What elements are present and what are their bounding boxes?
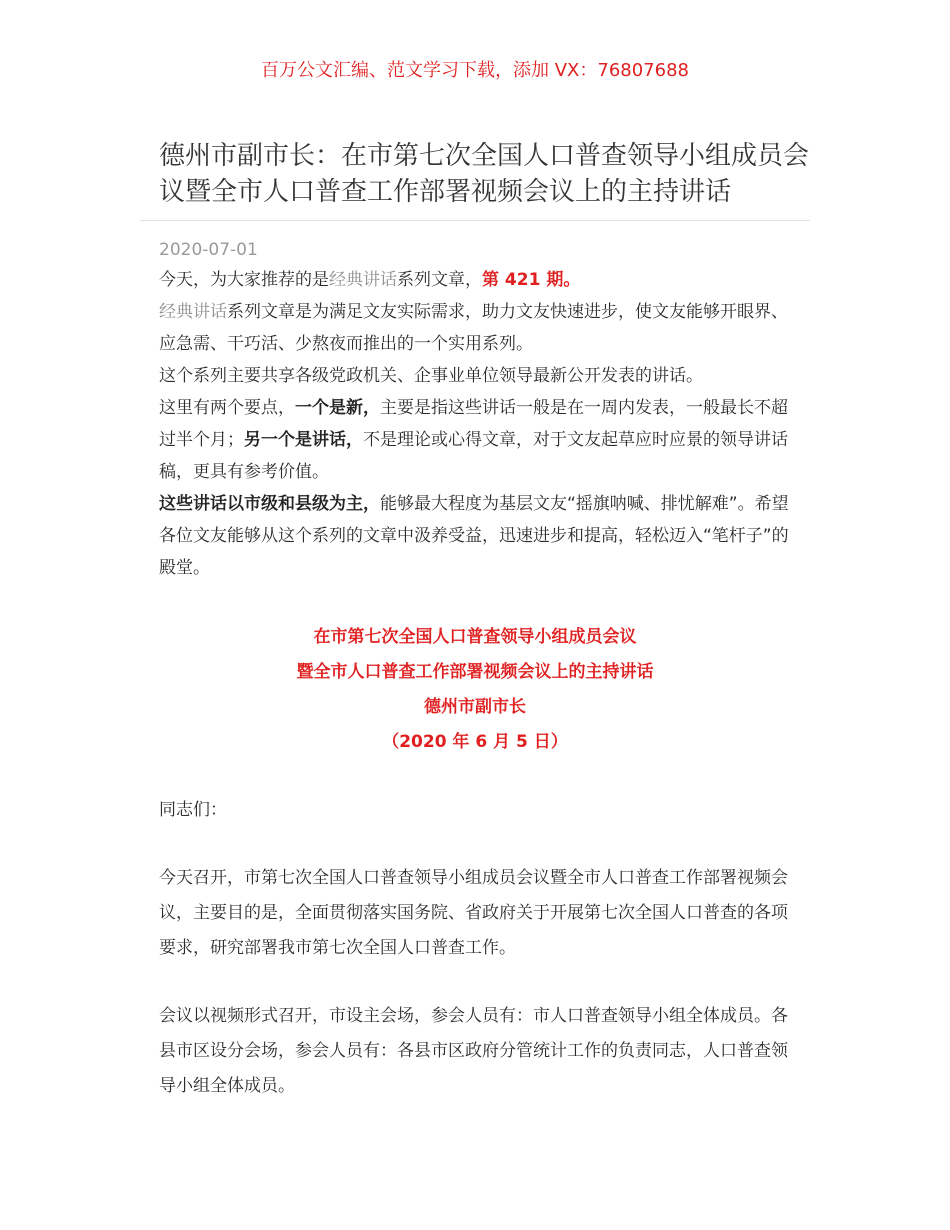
issue-number: 第 421 期。	[482, 270, 581, 290]
promo-banner: 百万公文汇编、范文学习下载，添加 VX：76807688	[261, 60, 689, 81]
intro-paragraph	[159, 264, 795, 296]
intro-paragraph	[159, 296, 795, 360]
intro-section	[159, 264, 795, 584]
speech-date: （2020 年 6 月 5 日）	[382, 732, 568, 752]
intro-text: 系列文章，	[397, 270, 482, 290]
intro-text: 能够最大程度为基层文友“摇旗呐喊、排忧解难”。希望各位文友能够从这个系列的文章中汲养受益，迅速进步和提高，轻松迈入“笔杆子”的殿堂。	[159, 494, 789, 578]
intro-paragraph	[159, 392, 795, 488]
intro-paragraph: 这个系列主要共享各级党政机关、企事业单位领导最新公开发表的讲话。	[159, 366, 703, 386]
series-name: 经典讲话	[329, 270, 397, 290]
key-point: 另一个是讲话，	[244, 430, 363, 450]
body-paragraph: 今天召开，市第七次全国人口普查领导小组成员会议暨全市人口普查工作部署视频会议，主要目的是，全面贯彻落实国务院、省政府关于开展第七次全国人口普查的各项要求，研究部署我市第七次全国人口普查工作。	[159, 868, 788, 958]
article-title: 德州市副市长：在市第七次全国人口普查领导小组成员会议暨全市人口普查工作部署视频会议上的主持讲话	[159, 141, 810, 207]
speaker-title: 德州市副市长	[424, 697, 526, 717]
publish-date: 2020-07-01	[159, 240, 258, 260]
intro-text: 这里有两个要点，	[159, 398, 295, 418]
salutation: 同志们：	[159, 800, 227, 820]
key-point: 一个是新，	[295, 398, 380, 418]
intro-paragraph	[159, 488, 795, 584]
speech-heading	[0, 620, 950, 760]
intro-text: 不是理论或心得文章，对于文友起草应时应景的领导讲话稿，更具有参考价值。	[159, 430, 788, 482]
speech-heading-line: 在市第七次全国人口普查领导小组成员会议	[313, 627, 637, 647]
intro-text: 今天，为大家推荐的是	[159, 270, 329, 290]
intro-text: 主要是指这些讲话一般是在一周内发表，一般最长不超过半个月；	[159, 398, 788, 450]
intro-text: 系列文章是为满足文友实际需求，助力文友快速进步，使文友能够开眼界、应急需、干巧活、少熬夜而推出的一个实用系列。	[159, 302, 788, 354]
body-paragraph: 会议以视频形式召开，市设主会场，参会人员有：市人口普查领导小组全体成员。各县市区设分会场，参会人员有：各县市区政府分管统计工作的负责同志，人口普查领导小组全体成员。	[159, 1006, 788, 1096]
title-divider	[140, 220, 810, 221]
speech-heading-line: 暨全市人口普查工作部署视频会议上的主持讲话	[296, 662, 654, 682]
key-point: 这些讲话以市级和县级为主，	[159, 494, 380, 514]
series-name: 经典讲话	[159, 302, 227, 322]
